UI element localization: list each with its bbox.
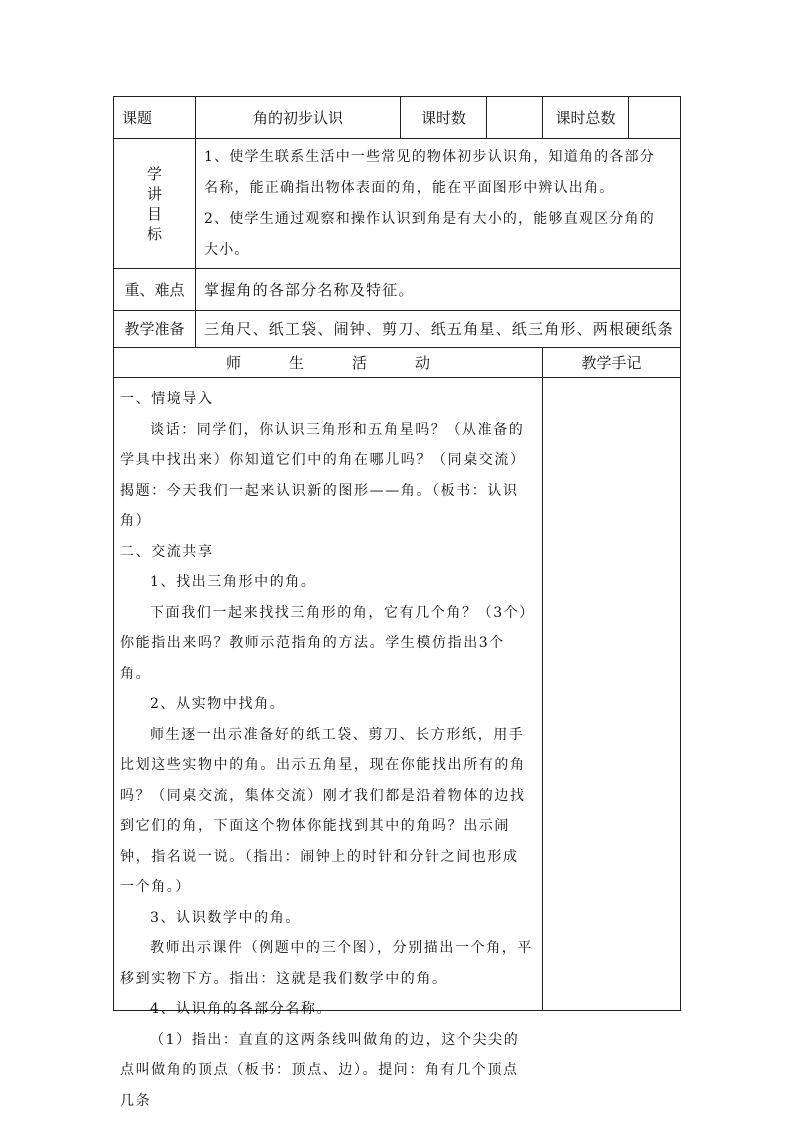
activity-paragraph: 4、认识角的各部分名称。 — [150, 1001, 333, 1017]
goals-row — [114, 139, 681, 269]
activity-paragraph: 一、情境导入 — [120, 391, 214, 407]
activity-content — [114, 378, 543, 1109]
preparation-value: 三角尺、纸工袋、闹钟、剪刀、纸五角星、纸三角形、两根硬纸条 — [196, 311, 681, 348]
key-points-row — [114, 269, 681, 311]
goals-label-char: 讲 — [146, 184, 162, 203]
goals-label-char: 学 — [146, 164, 162, 183]
goals-label-char: 标 — [146, 224, 162, 243]
goals-line: 大小。 — [204, 241, 250, 258]
topic-value: 角的初步认识 — [196, 97, 401, 139]
activity-heading — [114, 348, 543, 378]
activity-heading-char: 动 — [415, 353, 431, 372]
header-row — [114, 97, 681, 139]
goals-line: 1、使学生联系生活中一些常见的物体初步认识角，知道角的各部分 — [204, 148, 655, 165]
activity-paragraph: （1）指出：直直的这两条线叫做角的边，这个尖尖的点叫做角的顶点（板书：顶点、边）。提问：角有几个顶点几条 — [120, 1031, 520, 1109]
notes-content — [543, 378, 681, 1011]
activity-paragraph: 师生逐一出示准备好的纸工袋、剪刀、长方形纸，用手比划这些实物中的角。出示五角星，现在你能找出所有的角吗？（同桌交流，集体交流）刚才我们都是沿着物体的边找到它们的角，下面这个物体你能找到其中的角吗？出示闹钟，指名说一说。（指出：闹钟上的时针和分针之间也形成一个角。） — [120, 726, 526, 895]
key-points-label: 重、难点 — [114, 269, 196, 311]
goals-line: 名称，能正确指出物体表面的角，能在平面图形中辨认出角。 — [204, 179, 615, 196]
activity-header-row — [114, 348, 681, 378]
hours-label: 课时数 — [401, 97, 487, 139]
activity-paragraph: 谈话：同学们，你认识三角形和五角星吗？（从准备的学具中找出来）你知道它们中的角在哪儿吗？（同桌交流）揭题：今天我们一起来认识新的图形——角。（板书：认识角） — [120, 421, 526, 529]
activity-heading-char: 活 — [352, 353, 368, 372]
goals-label — [114, 139, 196, 269]
goals-line: 2、使学生通过观察和操作认识到角是有大小的，能够直观区分角的 — [204, 210, 655, 227]
activity-row — [114, 378, 681, 1011]
activity-paragraph: 2、从实物中找角。 — [150, 696, 286, 712]
topic-label: 课题 — [114, 97, 196, 139]
preparation-row — [114, 311, 681, 348]
total-hours-label: 课时总数 — [543, 97, 629, 139]
key-points-value: 掌握角的各部分名称及特征。 — [196, 269, 681, 311]
preparation-label: 教学准备 — [114, 311, 196, 348]
activity-heading-char: 师 — [225, 353, 241, 372]
activity-paragraph: 二、交流共享 — [120, 543, 214, 560]
notes-heading: 教学手记 — [543, 348, 681, 378]
activity-paragraph: 3、认识数学中的角。 — [150, 909, 301, 926]
goals-content — [196, 139, 681, 269]
hours-value — [487, 97, 543, 139]
lesson-plan-table — [113, 96, 681, 1109]
activity-paragraph: 下面我们一起来找找三角形的角，它有几个角？（3个）你能指出来吗？教师示范指角的方法。学生模仿指出3个角。 — [120, 604, 528, 682]
goals-label-char: 目 — [146, 204, 162, 223]
activity-paragraph: 教师出示课件（例题中的三个图），分别描出一个角，平移到实物下方。指出：这就是我们数学中的角。 — [120, 940, 533, 987]
total-hours-value — [629, 97, 681, 139]
activity-heading-char: 生 — [288, 353, 304, 372]
activity-paragraph: 1、找出三角形中的角。 — [150, 574, 317, 590]
